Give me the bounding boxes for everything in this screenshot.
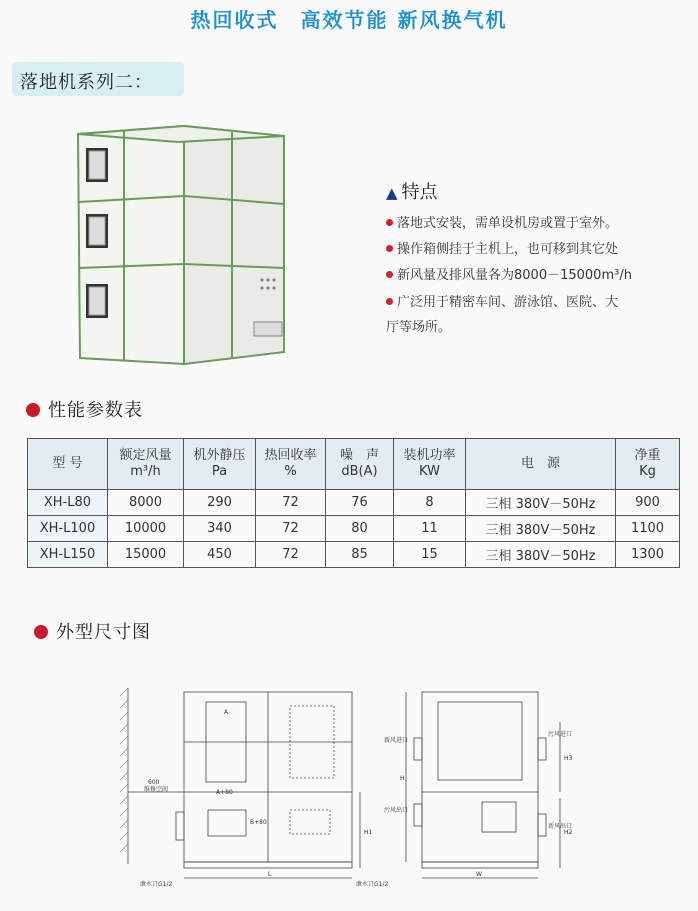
side-view-outline	[422, 692, 538, 862]
table-header-cell: 型 号	[28, 439, 108, 490]
table-header-cell: 电 源	[466, 439, 616, 490]
table-header-row	[28, 439, 680, 490]
dim-label-A80: A+80	[216, 789, 233, 796]
dim-label-W: W	[476, 871, 482, 878]
table-cell: 340	[184, 516, 256, 542]
table-header-cell: 噪 声 dB(A)	[326, 439, 394, 490]
table-header-cell: 机外静压 Pa	[184, 439, 256, 490]
bullet-icon	[386, 271, 393, 278]
dim-label-L: L	[268, 871, 272, 878]
dimension-heading: 外型尺寸图	[34, 618, 151, 644]
feature-item: 新风量及排风量各为8000－15000m³/h	[386, 264, 632, 283]
table-cell: 76	[326, 490, 394, 516]
table-cell: 72	[256, 516, 326, 542]
table-row	[28, 516, 680, 542]
table-cell: 900	[616, 490, 680, 516]
table-cell: 三相 380V－50Hz	[466, 516, 616, 542]
table-cell: XH-L100	[28, 516, 108, 542]
bullet-icon	[26, 403, 40, 417]
table-cell: 8	[394, 490, 466, 516]
unit-illustration	[72, 112, 292, 368]
table-cell: 8000	[108, 490, 184, 516]
table-cell: XH-L150	[28, 542, 108, 568]
dim-label-A: A	[224, 709, 229, 716]
dim-label-H3: H3	[564, 755, 573, 762]
unit-control-box	[254, 322, 282, 336]
dimension-drawing	[120, 684, 580, 899]
table-cell: 10000	[108, 516, 184, 542]
feature-item: 操作箱侧挂于主机上，也可移到其它处	[386, 238, 618, 257]
dim-label-service: 维修空间	[144, 786, 169, 793]
table-cell: 三相 380V－50Hz	[466, 490, 616, 516]
dim-label-exhaust-in: 污风进口	[548, 731, 573, 738]
table-cell: 85	[326, 542, 394, 568]
features-heading: ▲ 特点	[386, 182, 438, 203]
table-cell: 72	[256, 542, 326, 568]
dim-label-fresh-in: 新风进口	[384, 737, 409, 744]
dim-label-B80: B+80	[250, 819, 267, 826]
dim-label-H: H	[400, 775, 405, 782]
performance-heading: 性能参数表	[26, 396, 143, 422]
table-cell: 72	[256, 490, 326, 516]
page-title: 热回收式 高效节能 新风换气机	[190, 8, 508, 32]
table-cell: 15000	[108, 542, 184, 568]
table-cell: 290	[184, 490, 256, 516]
dim-label-600: 600	[148, 779, 160, 786]
bullet-icon	[386, 298, 393, 305]
series-label: 落地机系列二：	[20, 72, 153, 93]
table-header-cell: 额定风量 m³/h	[108, 439, 184, 490]
triangle-icon: ▲	[386, 184, 398, 202]
bullet-icon	[386, 245, 393, 252]
table-cell: 三相 380V－50Hz	[466, 542, 616, 568]
table-cell: 1100	[616, 516, 680, 542]
dim-label-H1: H1	[364, 829, 373, 836]
table-header-cell: 净重 Kg	[616, 439, 680, 490]
bullet-icon	[386, 219, 393, 226]
table-cell: 80	[326, 516, 394, 542]
dim-label-H2: H2	[564, 829, 573, 836]
dim-label-fresh-out: 新风出口	[548, 823, 573, 830]
dim-label-exhaust-out: 污风出口	[384, 807, 409, 814]
dim-label-drain-left: 泄水口G1/2	[140, 881, 173, 888]
spec-table	[27, 438, 680, 568]
table-header-cell: 热回收率 %	[256, 439, 326, 490]
bullet-icon	[34, 625, 48, 639]
table-header-cell: 装机功率 KW	[394, 439, 466, 490]
table-cell: 15	[394, 542, 466, 568]
table-cell: 450	[184, 542, 256, 568]
table-row	[28, 542, 680, 568]
feature-item: 落地式安装，需单设机房或置于室外。	[386, 212, 618, 231]
feature-item: 广泛用于精密车间、游泳馆、医院、大	[386, 291, 618, 310]
table-cell: 1300	[616, 542, 680, 568]
feature-item-continuation: 厅等场所。	[386, 320, 452, 335]
dim-label-drain-mid: 泄水口G1/2	[356, 881, 389, 888]
table-row	[28, 490, 680, 516]
table-cell: XH-L80	[28, 490, 108, 516]
table-cell: 11	[394, 516, 466, 542]
